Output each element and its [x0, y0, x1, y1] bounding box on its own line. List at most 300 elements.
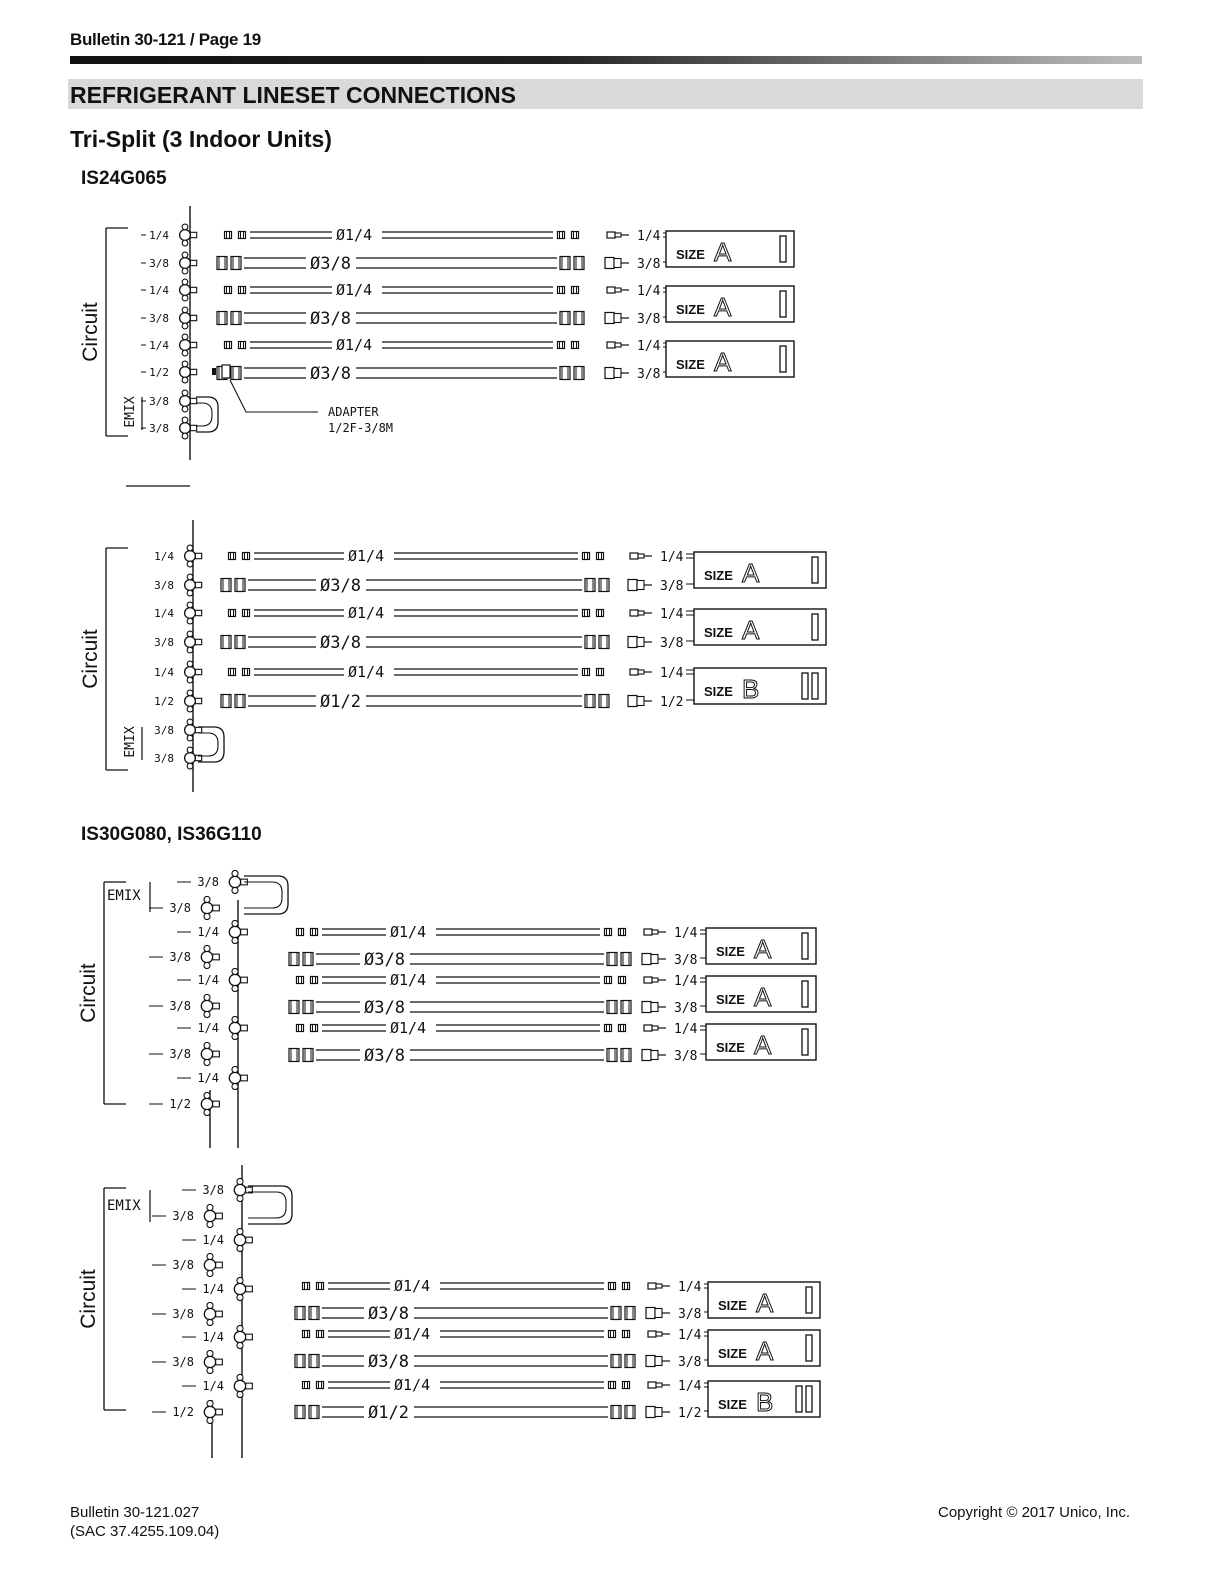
lineset-diagram-is30-a: [77, 870, 816, 1148]
suction-tube: [289, 1049, 631, 1062]
nut-body: [225, 342, 232, 349]
nut-body: [229, 553, 236, 560]
indoor-stub-fitting: [648, 1331, 670, 1337]
manifold-port-label: 3/8: [154, 579, 174, 592]
manifold-port-label: 3/8: [169, 901, 191, 915]
flare-nut-large: [221, 636, 231, 649]
model-label-is24: IS24G065: [81, 168, 167, 189]
nut-body: [605, 929, 612, 936]
flare-nut-large: [625, 1406, 635, 1419]
fitting-body: [201, 1000, 212, 1011]
liquid-line-diameter: Ø1/4: [348, 547, 385, 565]
liquid-tube: [303, 1283, 630, 1290]
liquid-line-diameter: Ø1/4: [390, 923, 427, 941]
adapter-spec: 1/2F-3/8M: [328, 421, 394, 435]
fitting-icon: [180, 252, 197, 274]
section-title: REFRIGERANT LINESET CONNECTIONS: [70, 82, 516, 108]
flare-nut-small: [225, 342, 232, 349]
suction-line-diameter: Ø3/8: [310, 254, 351, 274]
suction-tube: [221, 695, 609, 708]
liquid-tube: [303, 1382, 630, 1389]
stub-body: [638, 554, 644, 558]
flare-nut-large: [621, 1049, 631, 1062]
flare-nut-large: [611, 1307, 621, 1320]
fitting-body: [185, 580, 196, 591]
fitting-port: [195, 727, 201, 732]
indoor-liquid-size: 1/4: [674, 974, 698, 989]
stub-nut: [628, 637, 637, 648]
nut-body: [297, 1025, 304, 1032]
flare-nut-large: [560, 367, 570, 380]
indoor-liquid-size: 1/4: [660, 666, 684, 681]
size-word-label: SIZE: [716, 992, 745, 1007]
indoor-suction-size: 3/8: [678, 1307, 702, 1322]
footer-copyright: Copyright © 2017 Unico, Inc.: [938, 1504, 1130, 1521]
fitting-body: [185, 696, 196, 707]
nut-body: [229, 610, 236, 617]
flare-nut-small: [243, 553, 250, 560]
fitting-icon: [229, 968, 247, 991]
nut-body: [623, 1331, 630, 1338]
fitting-cap: [232, 1066, 238, 1072]
indoor-liquid-size: 1/4: [660, 550, 684, 565]
size-word-label: SIZE: [716, 1040, 745, 1055]
manifold-port-label: 3/8: [149, 395, 169, 408]
flare-nut-small: [558, 342, 565, 349]
stub-body: [652, 930, 658, 934]
suction-line-diameter: Ø3/8: [320, 633, 361, 653]
fitting-cap: [237, 1343, 243, 1349]
fitting-port: [213, 1003, 220, 1009]
manifold-port-label: 3/8: [154, 752, 174, 765]
fitting-cap: [182, 390, 188, 396]
fitting-cap: [187, 677, 193, 683]
fitting-port: [195, 698, 201, 703]
fitting-port: [195, 610, 201, 615]
fitting-icon: [185, 690, 202, 712]
fitting-port: [216, 1213, 223, 1219]
manifold-port-label: 1/2: [149, 366, 169, 379]
indoor-liquid-size: 1/4: [674, 926, 698, 941]
fitting-icon: [204, 1350, 222, 1373]
flare-nut-small: [605, 1025, 612, 1032]
flare-nut-large: [235, 579, 245, 592]
flare-nut-large: [607, 953, 617, 966]
fitting-port: [241, 929, 248, 935]
fitting-cap: [187, 690, 193, 696]
manifold-port-label: 1/2: [154, 695, 174, 708]
flare-nut-small: [597, 610, 604, 617]
fitting-icon: [204, 1253, 222, 1276]
flare-nut-large: [607, 1001, 617, 1014]
indoor-unit-box: [694, 668, 826, 704]
fitting-port: [216, 1409, 223, 1415]
suction-tube: [217, 257, 584, 270]
manifold-port-label: 1/4: [202, 1282, 224, 1296]
fitting-cap: [204, 914, 210, 920]
suction-tube: [289, 1001, 631, 1014]
size-word-label: SIZE: [676, 302, 705, 317]
fitting-port: [213, 905, 220, 911]
liquid-line-diameter: Ø1/4: [394, 1277, 431, 1295]
size-word-label: SIZE: [704, 568, 733, 583]
size-word-label: SIZE: [676, 247, 705, 262]
fitting-icon: [185, 545, 202, 567]
suction-line-diameter: Ø3/8: [320, 576, 361, 596]
manifold-port-label: 3/8: [154, 636, 174, 649]
liquid-tube: [297, 929, 626, 936]
unit-indicator-bar: [802, 981, 808, 1007]
emix-label: EMIX: [107, 1198, 141, 1214]
fitting-body: [185, 667, 196, 678]
fitting-body: [201, 1098, 212, 1109]
liquid-line-diameter: Ø1/4: [394, 1325, 431, 1343]
liquid-tube: [229, 610, 604, 617]
fitting-body: [180, 258, 191, 269]
suction-tube: [221, 636, 609, 649]
nut-body: [572, 342, 579, 349]
fitting-icon: [204, 1302, 222, 1325]
size-letter: B: [742, 674, 760, 704]
stub-body: [615, 233, 621, 237]
fitting-cap: [187, 735, 193, 741]
fitting-icon: [185, 719, 202, 741]
fitting-port: [190, 398, 196, 403]
stub-body: [652, 978, 658, 982]
stub-nut: [648, 1283, 656, 1289]
fitting-cap: [187, 561, 193, 567]
fitting-port: [246, 1286, 253, 1292]
suction-line-diameter: Ø3/8: [310, 309, 351, 329]
fitting-cap: [204, 945, 210, 951]
stub-nut: [642, 1050, 651, 1061]
manifold-port-label: 1/4: [197, 925, 219, 939]
fitting-cap: [182, 406, 188, 412]
emix-label: EMIX: [107, 888, 141, 904]
size-letter: A: [756, 1288, 774, 1318]
fitting-body: [180, 285, 191, 296]
manifold-port-label: 3/8: [172, 1258, 194, 1272]
indoor-unit-box: [666, 341, 794, 377]
fitting-cap: [237, 1228, 243, 1234]
fitting-cap: [182, 361, 188, 367]
stub-body: [637, 697, 644, 706]
nut-body: [297, 977, 304, 984]
fitting-icon: [180, 307, 197, 329]
manifold-port-label: 3/8: [172, 1355, 194, 1369]
flare-nut-large: [289, 1049, 299, 1062]
manifold-port-label: 1/4: [154, 666, 174, 679]
manifold-port-label: 1/2: [169, 1097, 191, 1111]
fitting-cap: [204, 1110, 210, 1116]
fitting-cap: [232, 920, 238, 926]
fitting-port: [190, 315, 196, 320]
fitting-body: [180, 230, 191, 241]
flare-nut-large: [231, 367, 241, 380]
stub-body: [655, 1357, 662, 1366]
fitting-body: [180, 340, 191, 351]
indoor-suction-size: 3/8: [637, 367, 661, 382]
unit-indicator-bar: [812, 673, 818, 699]
fitting-port: [213, 1101, 220, 1107]
fitting-cap: [182, 252, 188, 258]
nut-body: [558, 287, 565, 294]
fitting-cap: [207, 1400, 213, 1406]
flare-nut-small: [303, 1382, 310, 1389]
manifold-port-label: 3/8: [202, 1183, 224, 1197]
fitting-cap: [237, 1196, 243, 1202]
nut-body: [605, 977, 612, 984]
liquid-line-diameter: Ø1/4: [336, 281, 373, 299]
fitting-icon: [180, 390, 197, 412]
indoor-stub-fitting: [630, 669, 652, 675]
indoor-unit-box: [694, 609, 826, 645]
fitting-cap: [232, 870, 238, 876]
lineset-diagram-is30-b: [77, 1165, 820, 1458]
flare-nut-large: [309, 1307, 319, 1320]
fitting-cap: [182, 350, 188, 356]
adapter-fitting: [222, 365, 230, 378]
fitting-body: [201, 951, 212, 962]
nut-body: [583, 610, 590, 617]
fitting-port: [246, 1383, 253, 1389]
stub-body: [655, 1309, 662, 1318]
size-letter: B: [756, 1387, 774, 1417]
fitting-body: [180, 396, 191, 407]
indoor-liquid-size: 1/4: [637, 229, 661, 244]
fitting-port: [190, 425, 196, 430]
nut-body: [572, 287, 579, 294]
stub-nut: [642, 954, 651, 965]
suction-tube: [289, 953, 631, 966]
stub-nut: [644, 929, 652, 935]
fitting-body: [234, 1331, 245, 1342]
fitting-cap: [237, 1295, 243, 1301]
fitting-icon: [204, 1400, 222, 1423]
fitting-cap: [182, 334, 188, 340]
manifold-port-label: 1/2: [172, 1405, 194, 1419]
nut-body: [609, 1331, 616, 1338]
manifold-port-label: 1/4: [197, 1021, 219, 1035]
suction-line-diameter: Ø1/2: [320, 692, 361, 712]
flare-nut-small: [597, 553, 604, 560]
indoor-stub-fitting: [648, 1382, 670, 1388]
suction-line-diameter: Ø3/8: [368, 1304, 409, 1324]
fitting-icon: [229, 920, 247, 943]
indoor-stub-fitting: [628, 637, 652, 648]
fitting-cap: [207, 1253, 213, 1259]
flare-nut-large: [585, 695, 595, 708]
indoor-stub-fitting: [630, 610, 652, 616]
fitting-cap: [204, 1060, 210, 1066]
circuit-label: Circuit: [79, 629, 102, 689]
nut-body: [623, 1283, 630, 1290]
fitting-cap: [207, 1222, 213, 1228]
stub-body: [655, 1408, 662, 1417]
manifold-port-label: 1/4: [197, 1071, 219, 1085]
fitting-body: [234, 1184, 245, 1195]
nut-body: [317, 1283, 324, 1290]
fitting-body: [204, 1406, 215, 1417]
indoor-unit-box: [666, 231, 794, 267]
nut-body: [619, 1025, 626, 1032]
flare-nut-large: [217, 257, 227, 270]
fitting-icon: [234, 1325, 252, 1348]
fitting-cap: [237, 1277, 243, 1283]
flare-nut-large: [585, 579, 595, 592]
flare-nut-large: [231, 312, 241, 325]
flare-nut-small: [229, 553, 236, 560]
fitting-cap: [187, 706, 193, 712]
flare-nut-small: [623, 1382, 630, 1389]
fitting-cap: [232, 1016, 238, 1022]
fitting-cap: [187, 590, 193, 596]
liquid-line-diameter: Ø1/4: [336, 226, 373, 244]
nut-body: [311, 1025, 318, 1032]
nut-body: [243, 610, 250, 617]
stub-body: [614, 314, 621, 323]
stub-body: [637, 638, 644, 647]
nut-body: [558, 342, 565, 349]
page-subtitle: Tri-Split (3 Indoor Units): [70, 126, 332, 152]
manifold-port-label: 1/4: [154, 607, 174, 620]
nut-body: [303, 1331, 310, 1338]
nut-body: [303, 1283, 310, 1290]
stub-nut: [644, 977, 652, 983]
fitting-cap: [182, 307, 188, 313]
suction-line-diameter: Ø3/8: [310, 364, 351, 384]
fitting-icon: [234, 1277, 252, 1300]
flare-nut-small: [225, 232, 232, 239]
stub-body: [656, 1383, 662, 1387]
indoor-stub-fitting: [605, 258, 629, 269]
fitting-port: [213, 954, 220, 960]
liquid-line-diameter: Ø1/4: [336, 336, 373, 354]
indoor-liquid-size: 1/4: [678, 1280, 702, 1295]
nut-body: [317, 1331, 324, 1338]
bulletin-page-header: Bulletin 30-121 / Page 19: [70, 30, 261, 49]
stub-nut: [607, 232, 615, 238]
fitting-port: [241, 977, 248, 983]
stub-body: [638, 611, 644, 615]
nut-body: [572, 232, 579, 239]
fitting-icon: [234, 1178, 252, 1201]
stub-nut: [630, 669, 638, 675]
fitting-cap: [207, 1368, 213, 1374]
stub-body: [638, 670, 644, 674]
stub-body: [651, 1003, 658, 1012]
stub-body: [615, 343, 621, 347]
stub-body: [615, 288, 621, 292]
stub-nut: [630, 553, 638, 559]
liquid-tube: [303, 1331, 630, 1338]
nut-body: [297, 929, 304, 936]
fitting-icon: [180, 334, 197, 356]
fitting-cap: [204, 896, 210, 902]
fitting-body: [180, 367, 191, 378]
unit-indicator-bar: [806, 1335, 812, 1361]
flare-nut-large: [574, 312, 584, 325]
fitting-cap: [187, 661, 193, 667]
fitting-cap: [187, 719, 193, 725]
stub-nut: [605, 313, 614, 324]
indoor-liquid-size: 1/4: [637, 339, 661, 354]
fitting-body: [234, 1283, 245, 1294]
fitting-body: [229, 876, 240, 887]
suction-line-diameter: Ø3/8: [364, 1046, 405, 1066]
flare-nut-large: [235, 636, 245, 649]
indoor-liquid-size: 1/4: [678, 1328, 702, 1343]
emix-loop-inner: [196, 403, 212, 426]
fitting-cap: [237, 1246, 243, 1252]
fitting-cap: [232, 1034, 238, 1040]
flare-nut-small: [623, 1331, 630, 1338]
size-letter: A: [714, 237, 732, 267]
unit-indicator-bar: [812, 614, 818, 640]
fitting-cap: [204, 963, 210, 969]
suction-tube: [295, 1307, 635, 1320]
indoor-suction-size: 3/8: [674, 1049, 698, 1064]
liquid-line-diameter: Ø1/4: [390, 1019, 427, 1037]
fitting-port: [195, 669, 201, 674]
fitting-icon: [234, 1228, 252, 1251]
stub-body: [656, 1332, 662, 1336]
flare-nut-large: [231, 257, 241, 270]
indoor-unit-box: [694, 552, 826, 588]
size-letter: A: [754, 1030, 772, 1060]
footer-bulletin: Bulletin 30-121.027: [70, 1504, 200, 1521]
fitting-icon: [180, 417, 197, 439]
fitting-icon: [201, 994, 219, 1017]
suction-line-diameter: Ø3/8: [364, 950, 405, 970]
fitting-body: [185, 608, 196, 619]
flare-nut-large: [574, 367, 584, 380]
size-letter: A: [756, 1336, 774, 1366]
fitting-icon: [185, 631, 202, 653]
fitting-cap: [207, 1271, 213, 1277]
manifold-port-label: 3/8: [169, 950, 191, 964]
nut-body: [623, 1382, 630, 1389]
stub-body: [656, 1284, 662, 1288]
flare-nut-small: [572, 342, 579, 349]
flare-nut-large: [599, 579, 609, 592]
flare-nut-large: [289, 1001, 299, 1014]
flare-nut-large: [303, 1001, 313, 1014]
fitting-icon: [180, 279, 197, 301]
fitting-port: [216, 1359, 223, 1365]
indoor-liquid-size: 1/4: [660, 607, 684, 622]
flare-nut-small: [572, 232, 579, 239]
fitting-port: [216, 1311, 223, 1317]
indoor-unit-box: [706, 928, 816, 964]
manifold-port-label: 1/4: [149, 229, 169, 242]
fitting-cap: [237, 1374, 243, 1380]
indoor-stub-fitting: [646, 1407, 670, 1418]
manifold-port-label: 3/8: [154, 724, 174, 737]
indoor-stub-fitting: [644, 977, 666, 983]
flare-nut-large: [295, 1406, 305, 1419]
indoor-stub-fitting: [605, 313, 629, 324]
flare-nut-small: [583, 610, 590, 617]
suction-line-diameter: Ø3/8: [364, 998, 405, 1018]
flare-nut-large: [585, 636, 595, 649]
stub-nut: [628, 580, 637, 591]
emix-loop-inner: [198, 733, 218, 756]
stub-nut: [607, 287, 615, 293]
manifold-port-label: 3/8: [197, 875, 219, 889]
nut-body: [243, 669, 250, 676]
flare-nut-large: [621, 1001, 631, 1014]
